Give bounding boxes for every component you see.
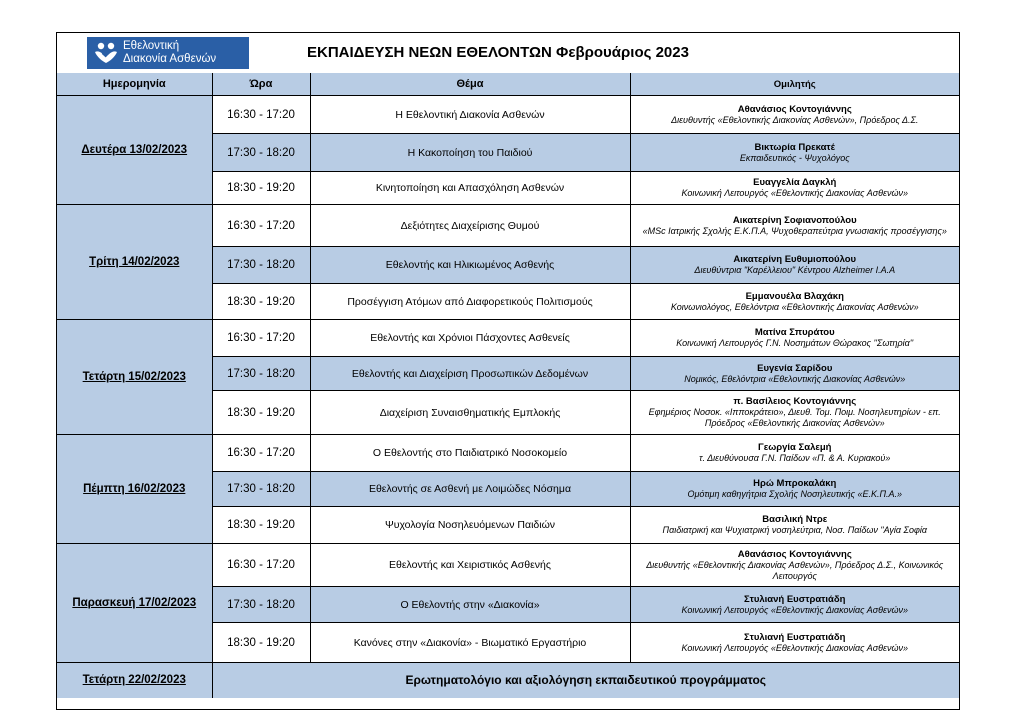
session-topic-cell: Εθελοντής και Χειριστικός Ασθενής [310, 544, 630, 587]
schedule-sheet [56, 32, 960, 710]
speaker-cell [630, 435, 959, 472]
logo-line-2: Διακονία Ασθενών [123, 53, 217, 65]
table-row [57, 96, 959, 134]
speaker-role: Κοινωνική Λειτουργός «Εθελοντικής Διακονίας Ασθενών» [681, 188, 908, 198]
session-time-cell: 16:30 - 17:20 [212, 544, 310, 587]
speaker-cell [630, 507, 959, 544]
speaker-name: Αικατερίνη Σοφιανοπούλου [732, 214, 857, 226]
session-topic-cell: Ψυχολογία Νοσηλευόμενων Παιδιών [310, 507, 630, 544]
session-topic-cell: Εθελοντής και Ηλικιωμένος Ασθενής [310, 247, 630, 284]
speaker-name: Εμμανουέλα Βλαχάκη [745, 290, 844, 302]
session-time-cell: 17:30 - 18:20 [212, 357, 310, 391]
speaker-role: Νομικός, Εθελόντρια «Εθελοντικής Διακονίας Ασθενών» [684, 373, 906, 384]
session-time-cell: 17:30 - 18:20 [212, 472, 310, 507]
session-topic-cell: Εθελοντής και Διαχείριση Προσωπικών Δεδομένων [310, 357, 630, 391]
speaker-cell [630, 587, 959, 623]
session-topic-cell: Η Κακοποίηση του Παιδιού [310, 134, 630, 172]
speaker-name: Αικατερίνη Ευθυμιοπούλου [733, 254, 857, 265]
table-row [57, 435, 959, 472]
speaker-name: Ματίνα Σπυράτου [754, 327, 835, 338]
speaker-role: Κοινωνική Λειτουργός «Εθελοντικής Διακονίας Ασθενών» [681, 604, 908, 615]
speaker-cell [630, 284, 959, 320]
day-date-cell: Πέμπτη 16/02/2023 [57, 435, 212, 544]
speaker-role: Εφημέριος Νοσοκ. «Ιπποκράτειο», Διευθ. Τομ. Ποιμ. Νοσηλευτηρίων - επ. Πρόεδρος «Εθελοντικής Διακονίας Ασθενών» [648, 407, 941, 428]
speaker-name: Βικτωρία Πρεκατέ [754, 141, 835, 153]
session-time-cell: 18:30 - 19:20 [212, 284, 310, 320]
page-title: ΕΚΠΑΙΔΕΥΣΗ ΝΕΩΝ ΕΘΕΛΟΝΤΩΝ Φεβρουάριος 2023 [307, 44, 689, 61]
speaker-role: Κοινωνική Λειτουργός Γ.Ν. Νοσημάτων Θώρακος ''Σωτηρία'' [676, 338, 914, 348]
session-time-cell: 17:30 - 18:20 [212, 134, 310, 172]
speaker-cell [630, 205, 959, 247]
speaker-role: Κοινωνιολόγος, Εθελόντρια «Εθελοντικής Διακονίας Ασθενών» [670, 301, 919, 312]
speaker-name: Στυλιανή Ευστρατιάδη [744, 593, 846, 605]
speaker-name: Βασιλική Ντρε [762, 514, 828, 525]
speaker-role: Ομότιμη καθηγήτρια Σχολής Νοσηλευτικής «Ε.Κ.Π.Α.» [687, 489, 903, 499]
speaker-cell [630, 357, 959, 391]
speaker-name: Ευαγγελία Δαγκλή [753, 177, 837, 188]
speaker-role: τ. Διευθύνουσα Γ.Ν. Παίδων «Π. & Α. Κυριακού» [699, 453, 891, 463]
session-time-cell: 16:30 - 17:20 [212, 205, 310, 247]
col-header-time: Ώρα [212, 73, 310, 96]
schedule-table [57, 73, 959, 698]
speaker-cell [630, 472, 959, 507]
table-header-row [57, 73, 959, 96]
logo [87, 37, 249, 69]
heart-people-icon [93, 41, 119, 65]
session-time-cell: 18:30 - 19:20 [212, 507, 310, 544]
speaker-name: Αθανάσιος Κοντογιάννης [737, 103, 852, 115]
speaker-cell [630, 134, 959, 172]
speaker-role: Διευθυντής «Εθελοντικής Διακονίας Ασθενών», Πρόεδρος Δ.Σ. [671, 114, 919, 125]
speaker-role: Εκπαιδευτικός - Ψυχολόγος [739, 152, 850, 163]
session-topic-cell: Δεξιότητες Διαχείρισης Θυμού [310, 205, 630, 247]
session-time-cell: 16:30 - 17:20 [212, 96, 310, 134]
speaker-cell [630, 544, 959, 587]
day-date-cell: Παρασκευή 17/02/2023 [57, 544, 212, 663]
final-row [57, 663, 959, 698]
session-time-cell: 18:30 - 19:20 [212, 391, 310, 435]
session-time-cell: 17:30 - 18:20 [212, 247, 310, 284]
day-date-cell: Τετάρτη 15/02/2023 [57, 320, 212, 435]
table-row [57, 205, 959, 247]
speaker-name: π. Βασίλειος Κοντογιάννης [733, 396, 857, 407]
final-activity-cell: Ερωτηματολόγιο και αξιολόγηση εκπαιδευτικού προγράμματος [212, 663, 959, 698]
session-topic-cell: Η Εθελοντική Διακονία Ασθενών [310, 96, 630, 134]
session-time-cell: 18:30 - 19:20 [212, 623, 310, 663]
session-topic-cell: Προσέγγιση Ατόμων από Διαφορετικούς Πολιτισμούς [310, 284, 630, 320]
session-topic-cell: Ο Εθελοντής στην «Διακονία» [310, 587, 630, 623]
speaker-role: Διευθυντής «Εθελοντικής Διακονίας Ασθενών», Πρόεδρος Δ.Σ., Κοινωνικός Λειτουργός [646, 559, 944, 581]
day-date-cell: Τρίτη 14/02/2023 [57, 205, 212, 320]
session-topic-cell: Εθελοντής και Χρόνιοι Πάσχοντες Ασθενείς [310, 320, 630, 357]
session-topic-cell: Ο Εθελοντής στο Παιδιατρικό Νοσοκομείο [310, 435, 630, 472]
speaker-role: Κοινωνική Λειτουργός «Εθελοντικής Διακονίας Ασθενών» [681, 642, 908, 653]
session-time-cell: 18:30 - 19:20 [212, 172, 310, 205]
speaker-cell [630, 96, 959, 134]
session-topic-cell: Εθελοντής σε Ασθενή με Λοιμώδες Νόσημα [310, 472, 630, 507]
session-time-cell: 16:30 - 17:20 [212, 320, 310, 357]
speaker-cell [630, 247, 959, 284]
speaker-cell [630, 172, 959, 205]
col-header-date: Ημερομηνία [57, 73, 212, 96]
table-row [57, 320, 959, 357]
col-header-topic: Θέμα [310, 73, 630, 96]
session-time-cell: 17:30 - 18:20 [212, 587, 310, 623]
session-topic-cell: Κανόνες στην «Διακονία» - Βιωματικό Εργαστήριο [310, 623, 630, 663]
speaker-role: Παιδιατρική και Ψυχιατρική νοσηλεύτρια, Νοσ. Παίδων "Αγία Σοφία [662, 525, 927, 535]
speaker-name: Στυλιανή Ευστρατιάδη [744, 631, 846, 643]
speaker-name: Γεωργία Σαλεμή [758, 442, 832, 453]
header [57, 33, 959, 74]
speaker-role: «MSc Ιατρικής Σχολής Ε.Κ.Π.Α, Ψυχοθεραπεύτρια γνωσιακής προσέγγισης» [642, 225, 947, 236]
day-date-cell: Δευτέρα 13/02/2023 [57, 96, 212, 205]
speaker-name: Ευγενία Σαρίδου [757, 362, 833, 374]
table-row [57, 544, 959, 587]
speaker-cell [630, 320, 959, 357]
speaker-cell [630, 623, 959, 663]
speaker-role: Διευθύντρια "Καρέλλειου" Κέντρου Alzheimer Ι.Α.Α [694, 265, 896, 275]
speaker-name: Ηρώ Μπροκαλάκη [753, 478, 837, 489]
session-topic-cell: Κινητοποίηση και Απασχόληση Ασθενών [310, 172, 630, 205]
session-topic-cell: Διαχείριση Συναισθηματικής Εμπλοκής [310, 391, 630, 435]
session-time-cell: 16:30 - 17:20 [212, 435, 310, 472]
speaker-name: Αθανάσιος Κοντογιάννης [737, 548, 852, 560]
speaker-cell [630, 391, 959, 435]
col-header-speaker: Ομιλητής [630, 73, 959, 96]
logo-line-1: Εθελοντική [123, 40, 180, 52]
final-date-cell: Τετάρτη 22/02/2023 [57, 663, 212, 698]
